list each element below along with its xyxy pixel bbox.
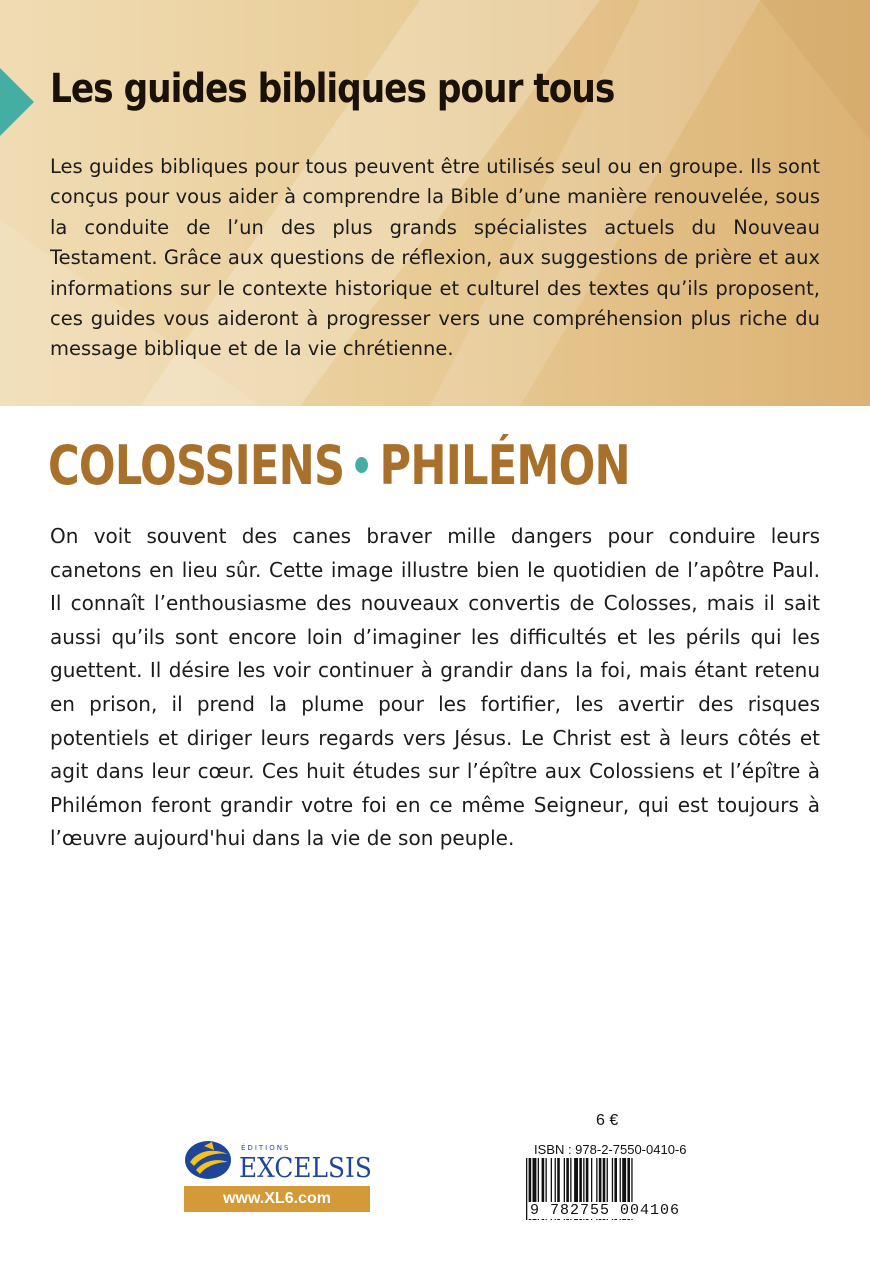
price: 6 € bbox=[596, 1112, 619, 1129]
publisher-url: www.XL6.com bbox=[184, 1186, 370, 1212]
series-description: Les guides bibliques pour tous peuvent être utilisés seul ou en groupe. Ils sont conçus pour vous aider à comprendre la Bible d’une manière renouvelée, sous la conduite de l’un des plus grands spécialistes actuels du Nouveau Testament. Grâce aux questions de réflexion, aux suggestions de prière et aux informations sur le contexte historique et culturel des textes qu’ils proposent, ces guides vous aideront à progresser vers une compréhension plus riche du message biblique et de la vie chrétienne. bbox=[50, 155, 820, 361]
book-description: On voit souvent des canes braver mille dangers pour conduire leurs canetons en lieu sûr. Cette image illustre bien le quotidien de l’apôtre Paul. Il connaît l’enthousiasme des nouveaux convertis de Colosses, mais il sait aussi qu’ils sont encore loin d’imaginer les difficultés et les périls qui les guettent. Il désire les voir continuer à grandir dans la foi, mais étant retenu en prison, il prend la plume pour les fortifier, les avertir des risques potentiels et diriger leurs regards vers Jésus. Le Christ est à leurs côtés et agit dans leur cœur. Ces huit études sur l’épître aux Colossiens et l’épître à Philémon feront grandir votre foi en ce même Seigneur, qui est toujours à l’œuvre aujourd'hui dans la vie de son peuple. bbox=[50, 524, 820, 851]
excelsis-emblem-icon bbox=[184, 1136, 232, 1180]
title-separator-dot bbox=[355, 457, 368, 473]
series-banner bbox=[0, 0, 870, 406]
publisher-logo bbox=[184, 1136, 370, 1212]
teal-tab-marker bbox=[0, 68, 34, 136]
series-title: Les guides bibliques pour tous bbox=[50, 66, 615, 112]
book-title bbox=[48, 434, 630, 497]
book-title-philemon: PHILÉMON bbox=[379, 434, 630, 497]
publisher-editions-label: ÉDITIONS bbox=[241, 1144, 291, 1152]
book-title-colossiens: COLOSSIENS bbox=[48, 434, 345, 497]
publisher-name: EXCELSIS bbox=[239, 1153, 372, 1184]
barcode-digits: 9 782755 004106 bbox=[530, 1202, 681, 1219]
isbn: ISBN : 978-2-7550-0410-6 bbox=[534, 1142, 687, 1157]
